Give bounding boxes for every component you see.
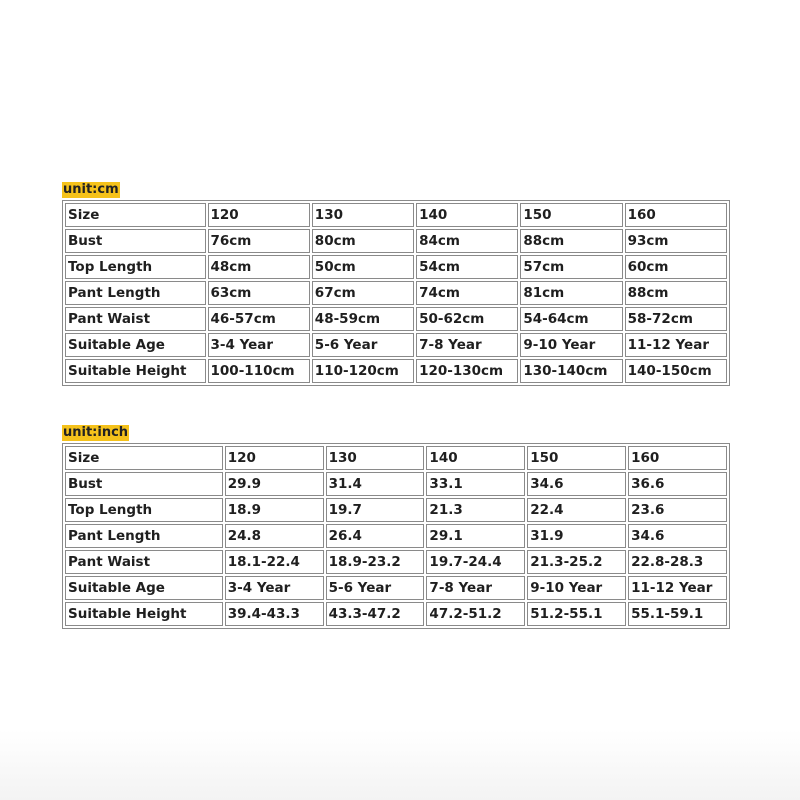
- row-header-cell: Top Length: [65, 498, 223, 522]
- table-row: [65, 255, 727, 279]
- table-cell: 18.1-22.4: [225, 550, 324, 574]
- table-cell: 18.9: [225, 498, 324, 522]
- table-cell: 7-8 Year: [426, 576, 525, 600]
- table-cell: 51.2-55.1: [527, 602, 626, 626]
- table-row: [65, 281, 727, 305]
- table-cell: 130-140cm: [520, 359, 622, 383]
- table-cell: 26.4: [326, 524, 425, 548]
- table-row: [65, 333, 727, 357]
- table-cell: 67cm: [312, 281, 414, 305]
- size-chart-inch-table: [62, 443, 730, 629]
- table-cell: 140: [426, 446, 525, 470]
- table-cell: 120-130cm: [416, 359, 518, 383]
- table-row: [65, 524, 727, 548]
- size-chart-inch-body: [65, 446, 727, 626]
- table-cell: 57cm: [520, 255, 622, 279]
- table-cell: 29.9: [225, 472, 324, 496]
- table-cell: 120: [225, 446, 324, 470]
- table-cell: 11-12 Year: [625, 333, 727, 357]
- table-cell: 9-10 Year: [527, 576, 626, 600]
- size-chart-cm-table: [62, 200, 730, 386]
- table-cell: 60cm: [625, 255, 727, 279]
- table-cell: 150: [520, 203, 622, 227]
- table-row: [65, 446, 727, 470]
- table-cell: 19.7: [326, 498, 425, 522]
- table-row: [65, 472, 727, 496]
- unit-inch-label: unit:inch: [63, 425, 129, 440]
- table-cell: 24.8: [225, 524, 324, 548]
- table-cell: 140-150cm: [625, 359, 727, 383]
- table-row: [65, 576, 727, 600]
- table-cell: 160: [628, 446, 727, 470]
- table-row: [65, 203, 727, 227]
- table-cell: 5-6 Year: [326, 576, 425, 600]
- table-cell: 55.1-59.1: [628, 602, 727, 626]
- row-header-cell: Pant Length: [65, 524, 223, 548]
- table-cell: 5-6 Year: [312, 333, 414, 357]
- table-cell: 50-62cm: [416, 307, 518, 331]
- table-cell: 54-64cm: [520, 307, 622, 331]
- bottom-shading: [0, 730, 800, 800]
- table-cell: 93cm: [625, 229, 727, 253]
- table-cell: 47.2-51.2: [426, 602, 525, 626]
- table-cell: 18.9-23.2: [326, 550, 425, 574]
- table-cell: 160: [625, 203, 727, 227]
- table-cell: 48-59cm: [312, 307, 414, 331]
- table-cell: 140: [416, 203, 518, 227]
- table-cell: 31.9: [527, 524, 626, 548]
- table-cell: 33.1: [426, 472, 525, 496]
- row-header-cell: Pant Waist: [65, 550, 223, 574]
- table-cell: 81cm: [520, 281, 622, 305]
- table-cell: 11-12 Year: [628, 576, 727, 600]
- row-header-cell: Suitable Height: [65, 602, 223, 626]
- table-cell: 130: [312, 203, 414, 227]
- row-header-cell: Suitable Age: [65, 576, 223, 600]
- table-cell: 7-8 Year: [416, 333, 518, 357]
- table-cell: 100-110cm: [208, 359, 310, 383]
- row-header-cell: Size: [65, 203, 206, 227]
- table-cell: 84cm: [416, 229, 518, 253]
- table-cell: 29.1: [426, 524, 525, 548]
- table-cell: 54cm: [416, 255, 518, 279]
- table-row: [65, 307, 727, 331]
- table-cell: 110-120cm: [312, 359, 414, 383]
- table-row: [65, 359, 727, 383]
- size-chart-cm-body: [65, 203, 727, 383]
- table-cell: 31.4: [326, 472, 425, 496]
- table-cell: 88cm: [625, 281, 727, 305]
- table-row: [65, 602, 727, 626]
- table-cell: 88cm: [520, 229, 622, 253]
- table-cell: 22.4: [527, 498, 626, 522]
- unit-cm-label: unit:cm: [63, 182, 119, 197]
- table-cell: 39.4-43.3: [225, 602, 324, 626]
- table-cell: 130: [326, 446, 425, 470]
- table-cell: 3-4 Year: [225, 576, 324, 600]
- row-header-cell: Bust: [65, 472, 223, 496]
- row-header-cell: Size: [65, 446, 223, 470]
- table-cell: 58-72cm: [625, 307, 727, 331]
- table-cell: 19.7-24.4: [426, 550, 525, 574]
- table-cell: 21.3-25.2: [527, 550, 626, 574]
- table-cell: 50cm: [312, 255, 414, 279]
- table-cell: 34.6: [628, 524, 727, 548]
- table-cell: 43.3-47.2: [326, 602, 425, 626]
- table-row: [65, 498, 727, 522]
- table-cell: 9-10 Year: [520, 333, 622, 357]
- row-header-cell: Suitable Height: [65, 359, 206, 383]
- table-cell: 48cm: [208, 255, 310, 279]
- table-cell: 150: [527, 446, 626, 470]
- table-cell: 22.8-28.3: [628, 550, 727, 574]
- table-cell: 34.6: [527, 472, 626, 496]
- row-header-cell: Bust: [65, 229, 206, 253]
- table-row: [65, 550, 727, 574]
- row-header-cell: Suitable Age: [65, 333, 206, 357]
- row-header-cell: Pant Waist: [65, 307, 206, 331]
- table-cell: 21.3: [426, 498, 525, 522]
- table-cell: 23.6: [628, 498, 727, 522]
- table-cell: 63cm: [208, 281, 310, 305]
- table-cell: 74cm: [416, 281, 518, 305]
- row-header-cell: Pant Length: [65, 281, 206, 305]
- table-cell: 3-4 Year: [208, 333, 310, 357]
- table-cell: 80cm: [312, 229, 414, 253]
- row-header-cell: Top Length: [65, 255, 206, 279]
- table-cell: 36.6: [628, 472, 727, 496]
- table-cell: 76cm: [208, 229, 310, 253]
- table-row: [65, 229, 727, 253]
- table-cell: 46-57cm: [208, 307, 310, 331]
- table-cell: 120: [208, 203, 310, 227]
